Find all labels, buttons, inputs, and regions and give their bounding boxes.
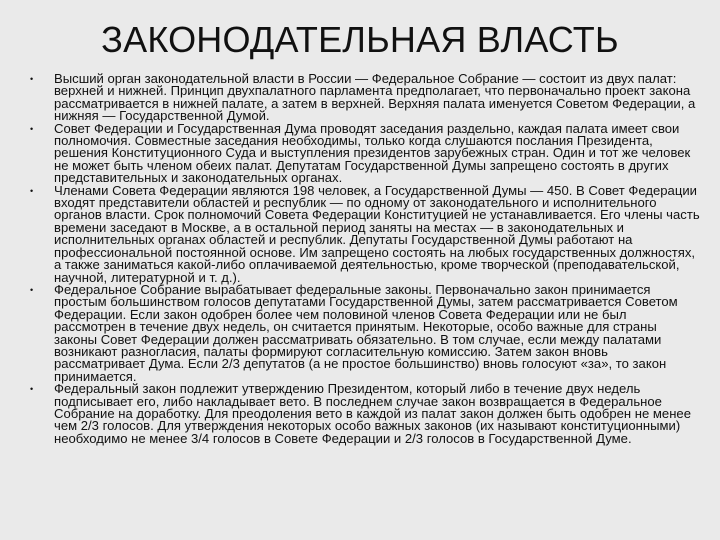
paragraph-text: Федеральное Собрание вырабатывает федеральные законы. Первоначально закон принимается простым большинством голосов депутатами Государственной Думы, затем рассматривается Советом Федерации. Если закон одобрен более чем половиной членов Совета Федерации или не был рассмотрен в течение двух недель, он считается принятым. Некоторые, особо важные для страны законы Совет Федерации должен рассматривать обязательно. В том случае, если между палатами возникают разногласия, палаты формируют согласительную комиссию. Затем закон вновь рассматривает Дума. Если 2/3 депутатов (а не простое большинство) вновь голосуют «за», то закон принимается.	[54, 281, 678, 384]
bullet-icon: •	[30, 384, 34, 395]
list-item	[30, 383, 700, 445]
paragraph-text: Совет Федерации и Государственная Дума проводят заседания раздельно, каждая палата имеет свои полномочия. Совместные заседания необходимы, только когда слушаются послания Президента, решения Конституционного Суда и выступления президентов зарубежных стран. Один и тот же человек не может быть членом обеих палат. Депутатам Государственной Думы запрещено состоять в других представительных и законодательных органах.	[54, 120, 691, 186]
list-item	[30, 182, 700, 285]
bullet-list	[30, 73, 700, 445]
list-item	[30, 120, 700, 186]
page-title: ЗАКОНОДАТЕЛЬНАЯ ВЛАСТЬ	[101, 19, 619, 60]
bullet-icon: •	[30, 284, 34, 295]
paragraph-text: Высший орган законодательной власти в России — Федеральное Собрание — состоит из двух палат: верхней и нижней. Принцип двухпалатного парламента предполагает, что первоначально проект закона рассматривается в нижней палате, а затем в верхней. Верхняя палата именуется Советом Федерации, а нижняя — Государственной Думой.	[54, 71, 696, 124]
list-item	[30, 73, 700, 123]
bullet-icon: •	[30, 123, 34, 134]
paragraph-text: Членами Совета Федерации являются 198 человек, а Государственной Думы — 450. В Совет Федерации входят представители областей и республик — по одному от законодательного и исполнительного органов власти. Срок полномочий Совета Федерации Конституцией не устанавливается. Его члены часть времени заседают в Москве, а в остальной период заняты на местах — в законодательных и исполнительных органах областей и республик. Депутаты Государственной Думы работают на профессиональной постоянной основе. Им запрещено состоять на любых государственных должностях, а также заниматься какой-либо оплачиваемой деятельностью, кроме творческой (преподавательской, научной, литературной и т. д.).	[54, 182, 700, 285]
bullet-icon: •	[30, 74, 34, 84]
list-item	[30, 281, 700, 384]
bullet-icon: •	[30, 185, 34, 196]
paragraph-text: Федеральный закон подлежит утверждению Президентом, который либо в течение двух недель подписывает его, либо накладывает вето. В последнем случае закон возвращается в Федеральное Собрание на доработку. Для преодоления вето в каждой из палат закон должен быть одобрен не менее чем 2/3 голосов. Для утверждения некоторых особо важных законов (их называют конституционными) необходимо не менее 3/4 голосов в Совете Федерации и 2/3 голосов в Государственной Думе.	[54, 381, 691, 446]
